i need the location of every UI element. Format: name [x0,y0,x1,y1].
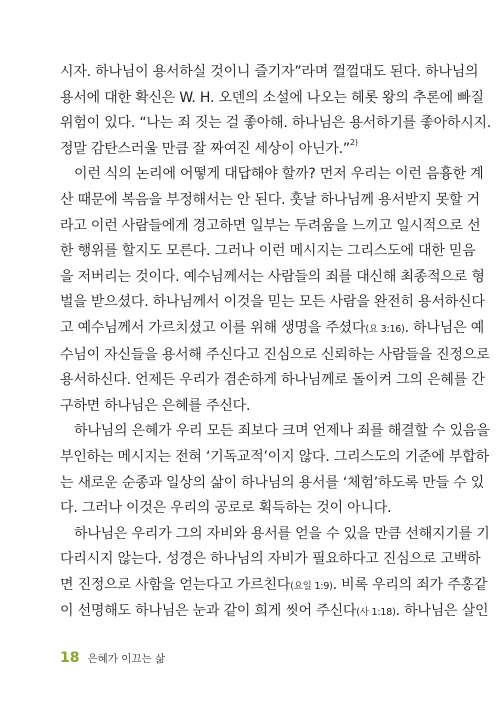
line-text: 을 저버리는 것이다. 예수님께서는 사람들의 죄를 대신해 최종적으로 형 [60,268,485,285]
line-text: 이 선명해도 하나님은 눈과 같이 희게 씻어 주신다 [60,603,357,620]
text-line [60,137,448,163]
text-line [60,573,488,600]
text-line [60,471,485,497]
text-line [60,188,480,214]
line-text: 다. 그러나 이것은 우리의 공로로 획득하는 것이 아니다. [60,500,392,517]
text-line [60,265,485,291]
text-line [60,316,485,343]
line-text: 용서에 대한 확신은 W. H. 오덴의 소설에 나오는 헤롯 왕의 추론에 빠질 [60,89,484,106]
page-footer [60,650,165,666]
line-text: 라고 이런 사람들에게 경고하면 일부는 두려움을 느끼고 일시적으로 선 [60,217,481,234]
line-text: 위험이 있다. “나는 죄 짓는 걸 좋아해. 하나님은 용서하기를 좋아하시지. [60,115,492,132]
text-line [60,419,490,445]
line-text: 하나님은 우리가 그의 자비와 용서를 얻을 수 있을 만큼 선해지기를 기 [74,525,490,542]
text-line [60,239,476,265]
text-line [60,522,490,548]
line-text: 용서하신다. 언제든 우리가 겸손하게 하나님께로 돌이켜 그의 은혜를 간 [60,372,485,389]
line-text: 면 진정으로 사함을 얻는다고 가르친다 [60,576,291,593]
running-title: 은혜가 이끄는 삶 [87,653,166,665]
scripture-reference: (요일 1:9) [290,580,333,592]
line-text: 구하면 하나님은 은혜를 주신다. [60,397,251,414]
text-line [60,290,485,316]
text-line [60,60,479,86]
line-text: 정말 감탄스러울 만큼 잘 짜여진 세상이 아닌가.” [60,140,350,157]
line-text: 부인하는 메시지는 전혀 ‘기독교적’이지 않다. 그리스도의 기준에 부합하 [60,448,489,465]
line-text: . 하나님은 살인 [395,603,489,620]
line-text: 는 새로운 순종과 일상의 삶이 하나님의 용서를 ‘체험’하도록 만들 수 있 [60,474,485,491]
line-text: 고 예수님께서 가르치셨고 이를 위해 생명을 주셨다 [60,319,366,336]
line-text: 하나님의 은혜가 우리 모든 죄보다 크며 언제나 죄를 해결할 수 있음을 [74,423,490,440]
line-text: 벌을 받으셨다. 하나님께서 이것을 믿는 모든 사람을 완전히 용서하신다 [60,294,485,311]
line-text: 한 행위를 할지도 모른다. 그러나 이런 메시지는 그리스도에 대한 믿음 [60,243,476,260]
text-line [60,162,484,188]
footnote-marker: 2) [349,138,358,148]
text-line [60,214,481,240]
line-text: 다리시지 않는다. 성경은 하나님의 자비가 필요하다고 진심으로 고백하 [60,551,481,568]
line-text: . 하나님은 예 [404,319,485,336]
text-line [60,343,490,369]
line-text: . 비록 우리의 죄가 주홍같 [332,576,488,593]
scripture-reference: (요 3:16) [365,323,405,335]
text-line [60,496,448,522]
line-text: 이런 식의 논리에 어떻게 대답해야 할까? 먼저 우리는 이런 음흉한 계 [74,166,484,183]
line-text: 시자. 하나님이 용서하실 것이니 즐기자”라며 껄껄대도 된다. 하나님의 [60,64,479,80]
line-text: 산 때문에 복음을 부정해서는 안 된다. 훗날 하나님께 용서받지 못할 거 [60,191,480,208]
text-line [60,599,489,626]
text-line [60,394,448,420]
text-line [60,111,492,137]
text-line [60,547,481,573]
scripture-reference: (사 1:18) [356,607,396,619]
text-line [60,445,489,471]
page-number: 18 [60,650,80,666]
body-text [60,60,492,626]
text-line [60,86,484,112]
text-line [60,368,485,394]
line-text: 수님이 자신들을 용서해 주신다고 진심으로 신뢰하는 사람들을 진정으로 [60,346,490,363]
